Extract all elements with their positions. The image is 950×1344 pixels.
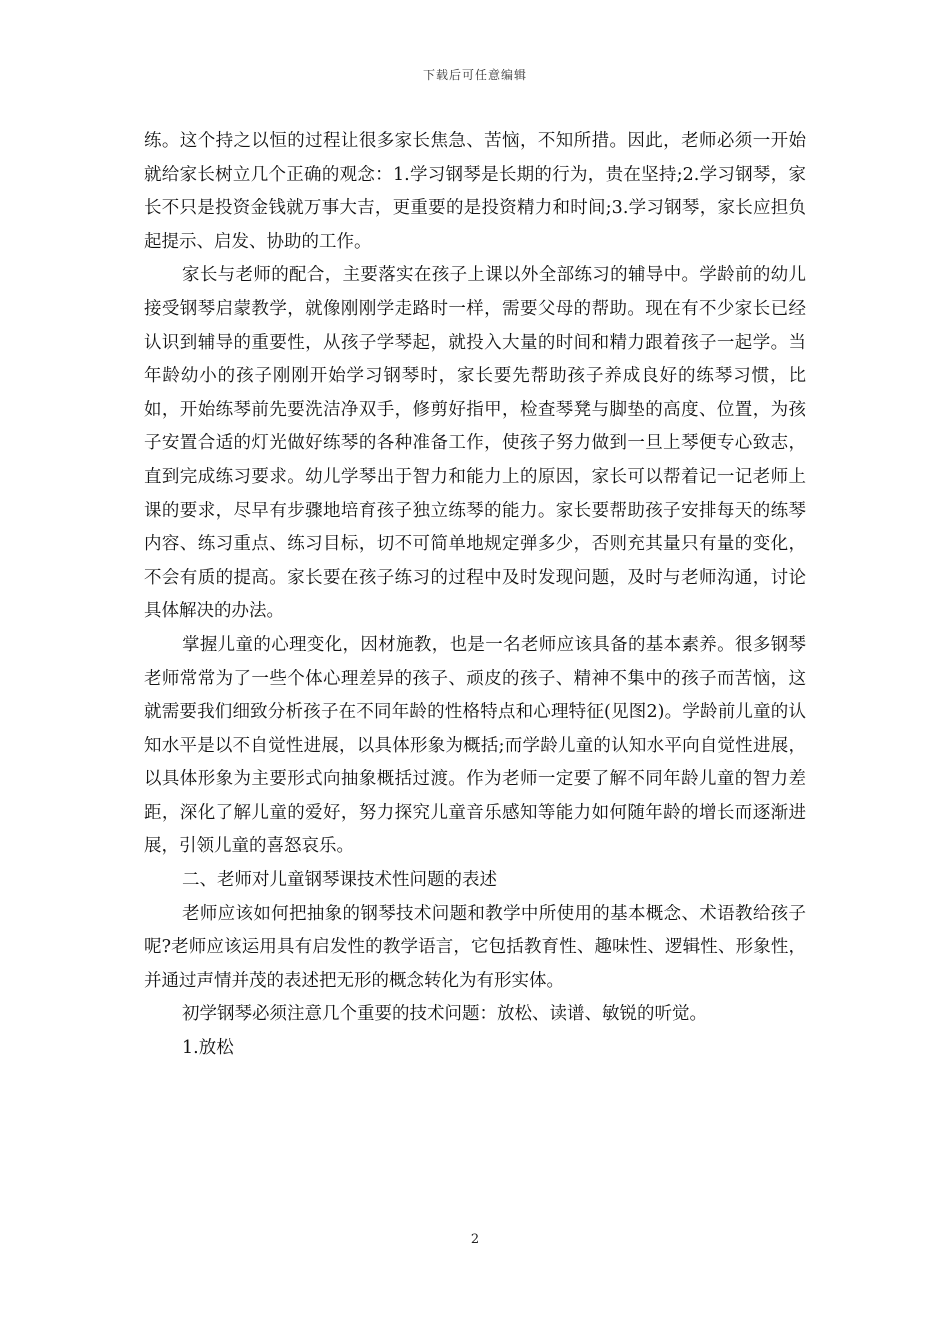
document-body <box>144 125 806 1066</box>
page-header: 下载后可任意编辑 <box>422 68 527 82</box>
paragraph-child-psychology: 掌握儿童的心理变化，因材施教，也是一名老师应该具备的基本素养。很多钢琴老师常常为了一些个体心理差异的孩子、顽皮的孩子、精神不集中的孩子而苦恼，这就需要我们细致分析孩子在不同年龄的性格特点和心理特征(见图2)。学龄前儿童的认知水平是以不自觉性进展，以具体形象为概括;而学龄儿童的认知水平向自觉性进展，以具体形象为主要形式向抽象概括过渡。作为老师一定要了解不同年龄儿童的智力差距，深化了解儿童的爱好，努力探究儿童音乐感知等能力如何随年龄的增长而逐渐进展，引领儿童的喜怒哀乐。 <box>144 634 806 857</box>
subheading-relaxation: 1.放松 <box>182 1038 234 1059</box>
paragraph-continuation: 练。这个持之以恒的过程让很多家长焦急、苦恼，不知所措。因此，老师必须一开始就给家长树立几个正确的观念：1.学习钢琴是长期的行为，贵在坚持;2.学习钢琴，家长不只是投资金钱就万事大吉，更重要的是投资精力和时间;3.学习钢琴，家长应担负起提示、启发、协助的工作。 <box>144 131 806 252</box>
paragraph-parent-teacher-cooperation: 家长与老师的配合，主要落实在孩子上课以外全部练习的辅导中。学龄前的幼儿接受钢琴启蒙教学，就像刚刚学走路时一样，需要父母的帮助。现在有不少家长已经认识到辅导的重要性，从孩子学琴起，就投入大量的时间和精力跟着孩子一起学。当年龄幼小的孩子刚刚开始学习钢琴时，家长要先帮助孩子养成良好的练琴习惯，比如，开始练琴前先要洗洁净双手，修剪好指甲，检查琴凳与脚垫的高度、位置，为孩子安置合适的灯光做好练琴的各种准备工作，使孩子努力做到一旦上琴便专心致志，直到完成练习要求。幼儿学琴出于智力和能力上的原因，家长可以帮着记一记老师上课的要求，尽早有步骤地培育孩子独立练琴的能力。家长要帮助孩子安排每天的练琴内容、练习重点、练习目标，切不可简单地规定弹多少，否则充其量只有量的变化，不会有质的提高。家长要在孩子练习的过程中及时发现问题，及时与老师沟通，讨论具体解决的办法。 <box>144 265 806 622</box>
paragraph-teaching-language: 老师应该如何把抽象的钢琴技术问题和教学中所使用的基本概念、术语教给孩子呢?老师应该运用具有启发性的教学语言，它包括教育性、趣味性、逻辑性、形象性，并通过声情并茂的表述把无形的概念转化为有形实体。 <box>144 903 806 991</box>
paragraph-key-technical-issues: 初学钢琴必须注意几个重要的技术问题：放松、读谱、敏锐的听觉。 <box>182 1004 707 1025</box>
page-number: 2 <box>470 1232 480 1247</box>
section-heading-technical-issues: 二、老师对儿童钢琴课技术性问题的表述 <box>182 870 497 891</box>
